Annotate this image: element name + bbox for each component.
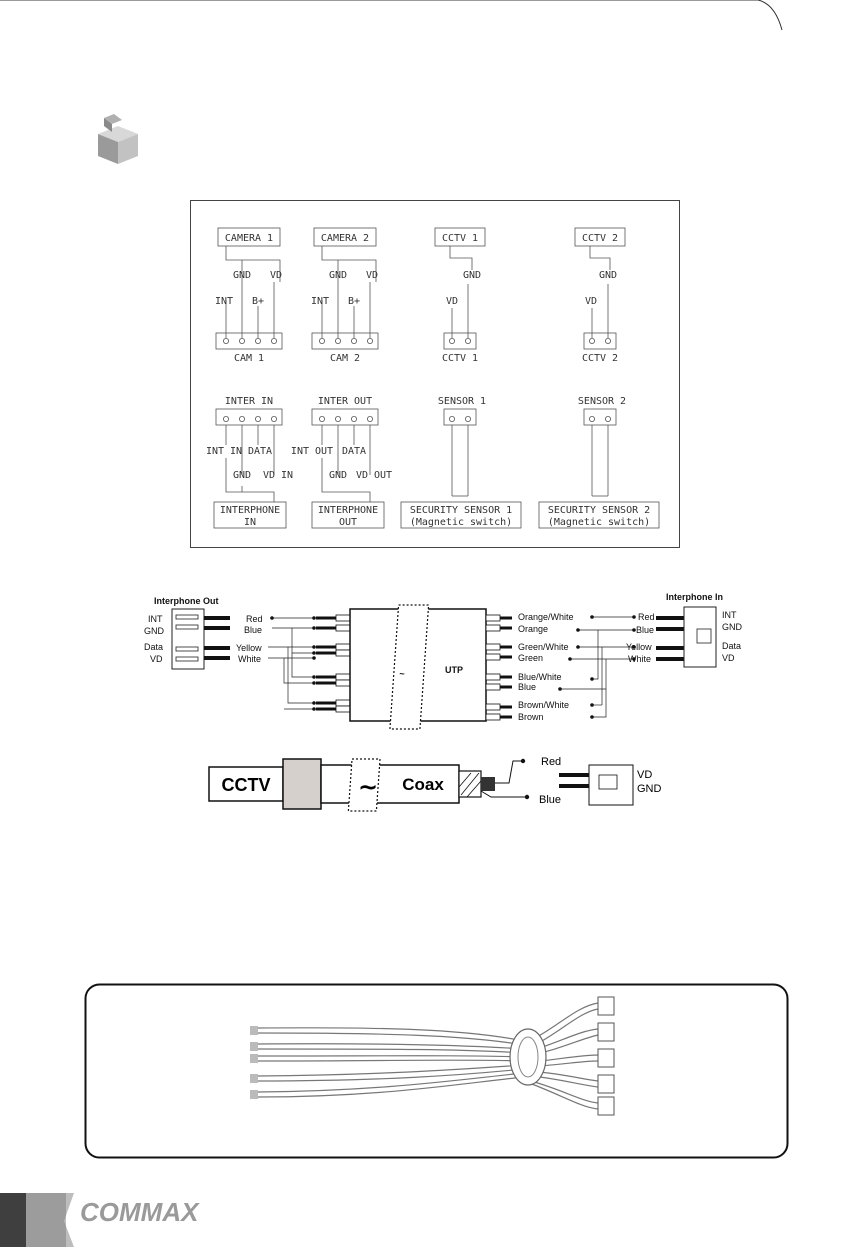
cctv2-bottom-label: CCTV 2	[581, 353, 619, 364]
right-color-red: Red	[638, 612, 655, 622]
cam1-vd-label: VD	[269, 270, 283, 281]
right-pin-vd: VD	[722, 653, 735, 663]
wire-harness-illustration	[84, 983, 789, 1159]
cctv2-gnd-label: GND	[598, 270, 618, 281]
section-cube-icon	[96, 114, 142, 166]
cctv1-vd-label: VD	[445, 296, 459, 307]
left-pin-data: Data	[144, 642, 164, 652]
left-pin-vd: VD	[150, 654, 163, 664]
utp-label: UTP	[445, 665, 463, 675]
footer-bar	[0, 1193, 850, 1247]
interphone-in-title: Interphone In	[666, 592, 723, 602]
security-sensor2-line2: (Magnetic switch)	[547, 517, 651, 528]
cam2-bplus-label: B+	[347, 296, 361, 307]
interphone-in-line1: INTERPHONE	[219, 505, 281, 516]
cam1-label: CAM 1	[233, 353, 265, 364]
interphone-out-line1: INTERPHONE	[317, 505, 379, 516]
inter-in-label: INTER IN	[224, 396, 274, 407]
right-pin-gnd: GND	[722, 622, 742, 632]
cam1-gnd-label: GND	[232, 270, 252, 281]
cam2-gnd-label: GND	[328, 270, 348, 281]
pair-orange-white: Orange/White	[518, 612, 574, 622]
inter-out-gnd-label: GND	[328, 470, 348, 481]
inter-in-data-label: DATA	[247, 446, 273, 457]
coax-vd-label: VD	[637, 769, 653, 781]
right-color-yellow: Yellow	[626, 642, 652, 652]
coax-wiring-diagram	[205, 745, 675, 815]
inter-in-gnd-label: GND	[232, 470, 252, 481]
utp-tilde: ~	[399, 669, 405, 679]
right-color-blue: Blue	[636, 625, 655, 635]
left-color-white: White	[238, 654, 262, 664]
cctv1-gnd-label: GND	[462, 270, 482, 281]
left-color-blue: Blue	[244, 625, 263, 635]
pair-green: Green	[518, 653, 544, 663]
utp-wiring-diagram	[140, 585, 742, 725]
interphone-out-line2: OUT	[338, 517, 358, 528]
inter-out-int-out-label: INT OUT	[290, 446, 334, 457]
camera1-label: CAMERA 1	[224, 233, 274, 244]
right-pin-data: Data	[722, 641, 742, 651]
inter-out-data-label: DATA	[341, 446, 367, 457]
cam2-vd-label: VD	[365, 270, 379, 281]
brand-logo: COMMAX	[80, 1197, 199, 1227]
security-sensor1-line2: (Magnetic switch)	[409, 517, 513, 528]
security-sensor1-line1: SECURITY SENSOR 1	[409, 505, 513, 516]
pair-green-white: Green/White	[518, 642, 569, 652]
page-fold-mark	[0, 0, 850, 40]
pair-brown-white: Brown/White	[518, 700, 570, 710]
pair-blue-white: Blue/White	[518, 672, 562, 682]
left-pin-gnd: GND	[144, 626, 164, 636]
right-pin-int: INT	[722, 610, 737, 620]
coax-gnd-label: GND	[637, 783, 662, 795]
interphone-in-line2: IN	[243, 517, 257, 528]
connection-diagram	[190, 200, 680, 548]
security-sensor2-line1: SECURITY SENSOR 2	[547, 505, 651, 516]
right-color-white: White	[628, 654, 652, 664]
cam2-label: CAM 2	[329, 353, 361, 364]
sensor1-label: SENSOR 1	[437, 396, 487, 407]
cctv1-bottom-label: CCTV 1	[441, 353, 479, 364]
inter-out-label: INTER OUT	[317, 396, 373, 407]
left-pin-int: INT	[148, 614, 163, 624]
pair-blue: Blue	[518, 682, 537, 692]
coax-label: Coax	[402, 775, 444, 794]
coax-blue-label: Blue	[539, 794, 562, 806]
coax-tilde: ~	[357, 773, 379, 801]
left-color-red: Red	[246, 614, 263, 624]
camera2-label: CAMERA 2	[320, 233, 370, 244]
interphone-out-title: Interphone Out	[154, 596, 219, 606]
inter-in-vd-in-label: VD IN	[262, 470, 294, 481]
pair-brown: Brown	[518, 712, 544, 722]
cam2-int-label: INT	[310, 296, 330, 307]
inter-in-int-in-label: INT IN	[205, 446, 243, 457]
cctv2-vd-label: VD	[584, 296, 598, 307]
sensor2-label: SENSOR 2	[577, 396, 627, 407]
cam1-int-label: INT	[214, 296, 234, 307]
coax-red-label: Red	[541, 756, 562, 768]
left-color-yellow: Yellow	[236, 643, 262, 653]
cctv1-top-label: CCTV 1	[441, 233, 479, 244]
cam1-bplus-label: B+	[251, 296, 265, 307]
inter-out-vd-out-label: VD OUT	[355, 470, 393, 481]
pair-orange: Orange	[518, 624, 549, 634]
cctv2-top-label: CCTV 2	[581, 233, 619, 244]
cctv-label: CCTV	[221, 775, 271, 795]
